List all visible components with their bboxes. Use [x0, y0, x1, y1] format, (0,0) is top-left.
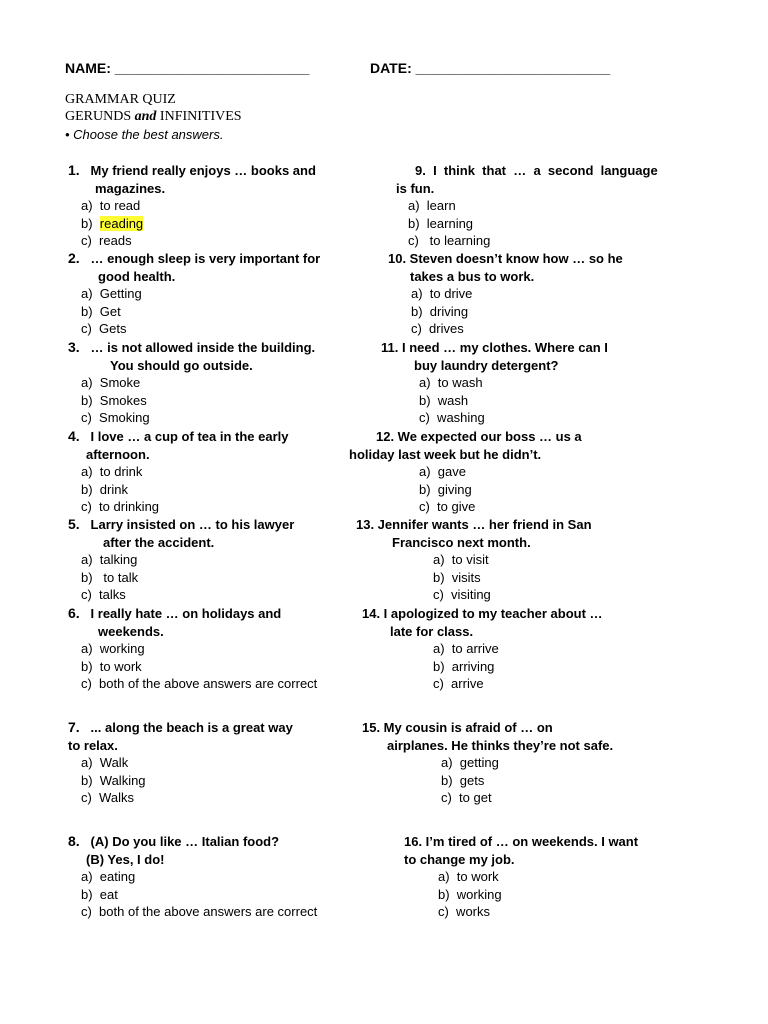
option-b[interactable]: b) wash	[419, 392, 469, 408]
option-c[interactable]: c) both of the above answers are correct	[81, 904, 318, 920]
question-16: 16. I’m tired of … on weekends. I want to change my job. a) to work b) working c) works	[404, 834, 639, 920]
option-b[interactable]: b) to talk	[81, 569, 139, 585]
option-c[interactable]: c) visiting	[433, 587, 491, 603]
option-c[interactable]: c) both of the above answers are correct	[81, 676, 318, 692]
option-c[interactable]: c) washing	[419, 410, 485, 426]
highlighted-answer: reading	[99, 215, 144, 231]
option-a[interactable]: a) to drink	[81, 464, 143, 480]
quiz-title: GRAMMAR QUIZ	[65, 92, 176, 107]
instruction-text: • Choose the best answers.	[65, 127, 224, 142]
question-11: 11. I need … my clothes. Where can I buy laundry detergent? a) to wash b) wash c) washing	[381, 340, 608, 426]
option-c[interactable]: c) drives	[411, 321, 464, 337]
option-b[interactable]: b) Smokes	[81, 392, 147, 408]
question-3: 3. … is not allowed inside the building. You should go outside. a) Smoke b) Smokes c) Smoking	[68, 339, 316, 426]
option-b[interactable]: b) eat	[81, 886, 118, 902]
question-9: 9. I think that … a second language is fun. a) learn b) learning c) to learning	[396, 163, 658, 249]
name-field-label: NAME: _________________________	[65, 60, 310, 76]
option-a[interactable]: a) Getting	[81, 286, 142, 302]
question-12: 12. We expected our boss … us a holiday last week but he didn’t. a) gave b) giving c) to give	[349, 429, 582, 515]
option-c[interactable]: c) talks	[81, 587, 126, 603]
option-a[interactable]: a) Walk	[81, 755, 129, 771]
option-b[interactable]: b) giving	[419, 481, 472, 497]
question-15: 15. My cousin is afraid of … on airplanes. He thinks they’re not safe. a) getting b) gets c) to get	[362, 720, 614, 806]
question-13: 13. Jennifer wants … her friend in San Francisco next month. a) to visit b) visits c) visiting	[356, 517, 592, 603]
question-6: 6. I really hate … on holidays and weekends. a) working b) to work c) both of the above answers are correct	[68, 605, 318, 692]
option-c[interactable]: c) to give	[419, 499, 476, 515]
option-b[interactable]: b) driving	[411, 303, 469, 319]
option-a[interactable]: a) Smoke	[81, 375, 141, 391]
option-a[interactable]: a) to visit	[433, 552, 489, 568]
option-c[interactable]: c) to get	[441, 790, 492, 806]
option-a[interactable]: a) gave	[419, 464, 466, 480]
question-8: 8. (A) Do you like … Italian food? (B) Yes, I do! a) eating b) eat c) both of the above answers are correct	[68, 833, 318, 920]
question-14: 14. I apologized to my teacher about … late for class. a) to arrive b) arriving c) arrive	[362, 606, 603, 692]
option-c[interactable]: c) Gets	[81, 321, 127, 337]
question-1: 1. My friend really enjoys … books and magazines. a) to read b) reading c) reads	[68, 162, 316, 249]
question-7: 7. ... along the beach is a great way to relax. a) Walk b) Walking c) Walks	[68, 719, 293, 806]
option-a[interactable]: a) to work	[438, 869, 499, 885]
option-a[interactable]: a) eating	[81, 869, 136, 885]
option-b[interactable]: b) Walking	[81, 772, 146, 788]
option-a[interactable]: a) to drive	[411, 286, 473, 302]
option-b[interactable]: b) drink	[81, 481, 128, 497]
question-5: 5. Larry insisted on … to his lawyer after the accident. a) talking b) to talk c) talks	[68, 516, 295, 603]
option-b[interactable]: b) arriving	[433, 658, 495, 674]
option-a[interactable]: a) talking	[81, 552, 138, 568]
option-a[interactable]: a) learn	[408, 198, 456, 214]
option-b[interactable]: b) learning	[408, 215, 474, 231]
option-a[interactable]: a) to read	[81, 198, 141, 214]
option-b[interactable]: b) working	[438, 886, 502, 902]
question-2: 2. … enough sleep is very important for good health. a) Getting b) Get c) Gets	[68, 250, 321, 337]
option-a[interactable]: a) working	[81, 641, 145, 657]
date-field-label: DATE: _________________________	[370, 60, 611, 76]
question-4: 4. I love … a cup of tea in the early afternoon. a) to drink b) drink c) to drinking	[68, 428, 289, 515]
option-b[interactable]: b) reading	[81, 215, 144, 231]
option-b[interactable]: b) Get	[81, 303, 121, 319]
option-c[interactable]: c) reads	[81, 233, 132, 249]
option-c[interactable]: c) arrive	[433, 676, 484, 692]
option-a[interactable]: a) to wash	[419, 375, 483, 391]
question-10: 10. Steven doesn’t know how … so he takes a bus to work. a) to drive b) driving c) drives	[388, 251, 623, 337]
option-b[interactable]: b) gets	[441, 772, 485, 788]
option-c[interactable]: c) Smoking	[81, 410, 150, 426]
option-b[interactable]: b) to work	[81, 658, 142, 674]
option-a[interactable]: a) getting	[441, 755, 499, 771]
option-c[interactable]: c) Walks	[81, 790, 134, 806]
quiz-subtitle: GERUNDS and INFINITIVES	[65, 109, 242, 124]
option-a[interactable]: a) to arrive	[433, 641, 499, 657]
option-b[interactable]: b) visits	[433, 569, 481, 585]
option-c[interactable]: c) to learning	[408, 233, 491, 249]
option-c[interactable]: c) works	[438, 904, 490, 920]
option-c[interactable]: c) to drinking	[81, 499, 160, 515]
